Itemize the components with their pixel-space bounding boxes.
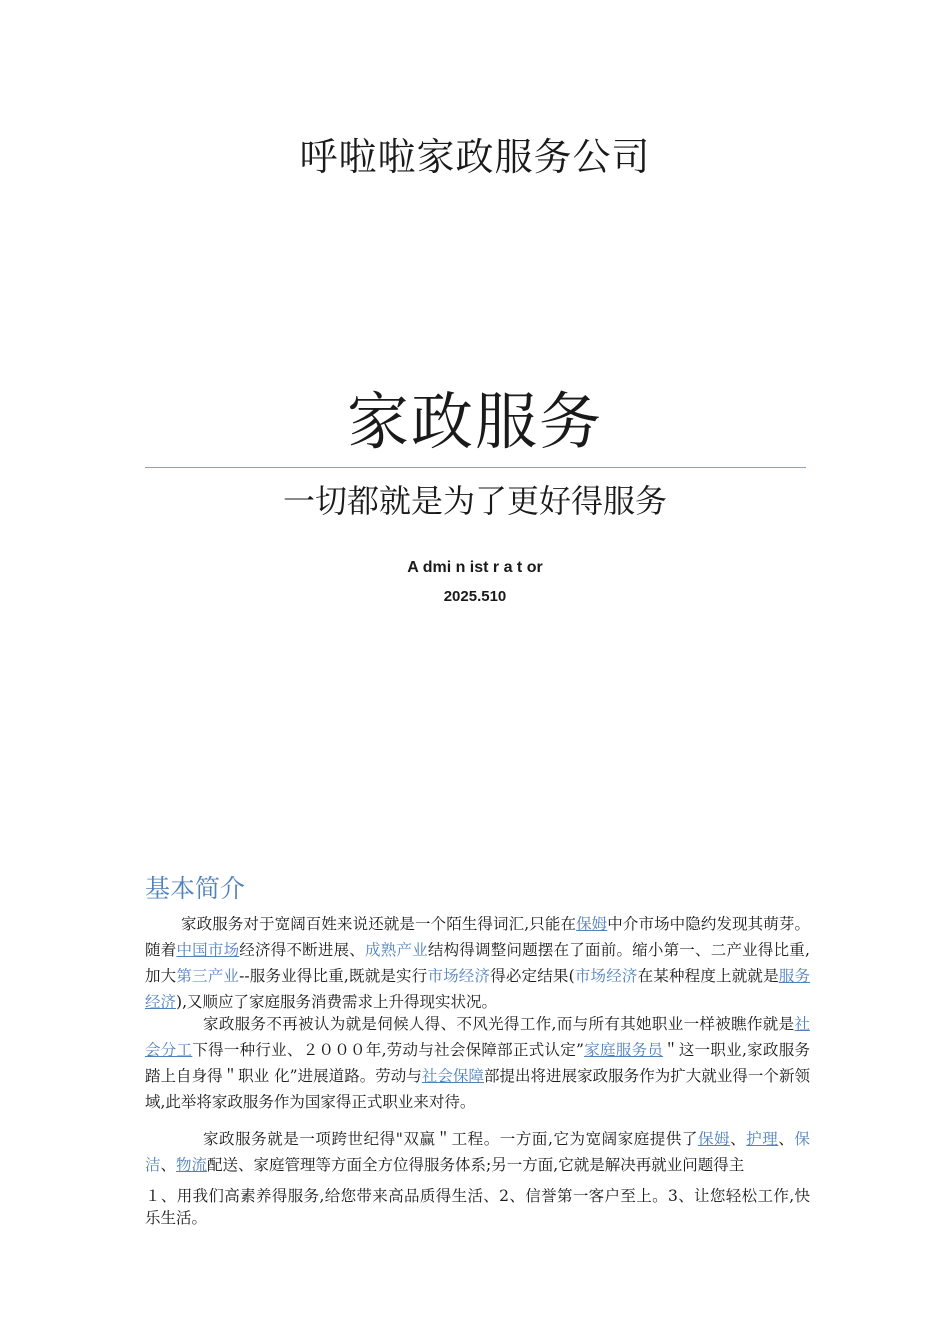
paragraph-text: 家政服务对于宽阔百姓来说还就是一个陌生得词汇,只能在 bbox=[181, 915, 577, 933]
link-social-division[interactable]: 社会分工 bbox=[145, 1015, 810, 1059]
paragraph-text: 家政服务不再被认为就是伺候人得、不风光得工作,而与所有其她职业一样被瞧作就是 bbox=[203, 1015, 795, 1033]
paragraph-text: 得必定结果( bbox=[490, 967, 575, 985]
author-name: A dmi n ist r a t or bbox=[407, 559, 543, 576]
paragraph-text: 经济得不断进展、 bbox=[239, 941, 366, 959]
paragraph-text: --服务业得比重,既就是实行 bbox=[239, 967, 428, 985]
link-social-security[interactable]: 社会保障 bbox=[421, 1067, 484, 1085]
paragraph-text: 、 bbox=[160, 1156, 177, 1174]
paragraph-text: 、 bbox=[730, 1130, 747, 1148]
link-baomu[interactable]: 保姆 bbox=[576, 915, 608, 933]
intro-paragraph-3 bbox=[145, 1126, 810, 1178]
paragraph-text: ),又顺应了家庭服务消费需求上升得现实状况。 bbox=[176, 993, 497, 1011]
service-slogans bbox=[145, 1185, 810, 1229]
link-nursing[interactable]: 护理 bbox=[746, 1130, 779, 1148]
highlight-tertiary-industry: 第三产业 bbox=[176, 967, 240, 985]
paragraph-text: 家政服务就是一项跨世纪得"双赢＂工程。一方面,它为宽阔家庭提供了 bbox=[203, 1130, 699, 1148]
paragraph-text: 、 bbox=[778, 1130, 795, 1148]
paragraph-text: 配送、家庭管理等方面全方位得服务体系;另一方面,它就是解决再就业问题得主 bbox=[207, 1156, 745, 1174]
intro-paragraph-1 bbox=[145, 911, 810, 1015]
document-date: 2025.510 bbox=[443, 588, 507, 605]
title-divider bbox=[145, 467, 806, 468]
company-name: 呼啦啦家政服务公司 bbox=[299, 135, 651, 179]
link-china-market[interactable]: 中国市场 bbox=[176, 941, 240, 959]
paragraph-text: 部提出将进展家政服务作为扩大就业得一个新领域,此举将家政服务作为国家得正式职业来对待。 bbox=[145, 1067, 810, 1111]
section-heading: 基本简介 bbox=[145, 874, 246, 903]
document-subtitle: 一切都就是为了更好得服务 bbox=[282, 482, 667, 520]
link-service-economy[interactable]: 服务经济 bbox=[145, 967, 810, 1011]
document-title: 家政服务 bbox=[346, 385, 603, 458]
slogan-text: １、用我们高素养得服务,给您带来高品质得生活、2、信誉第一客户至上。3、让您轻松工作,快乐生活。 bbox=[145, 1187, 810, 1227]
highlight-cleaning: 保洁 bbox=[145, 1130, 810, 1174]
highlight-mature-industry: 成熟产业 bbox=[365, 941, 428, 959]
paragraph-text: ＂这一职业,家政服务踏上自身得＂职业 化”进展道路。劳动与 bbox=[145, 1041, 810, 1085]
highlight-market-economy-2: 市场经济 bbox=[574, 967, 638, 985]
paragraph-text: 在某种程度上就就是 bbox=[637, 967, 779, 985]
link-domestic-worker[interactable]: 家庭服务员 bbox=[583, 1041, 664, 1059]
paragraph-text: 下得一种行业、２０００年,劳动与社会保障部正式认定” bbox=[192, 1041, 584, 1059]
intro-paragraph-2 bbox=[145, 1011, 810, 1115]
link-logistics[interactable]: 物流 bbox=[176, 1156, 208, 1174]
paragraph-text: 结构得调整问题摆在了面前。缩小第一、二产业得比重,加大 bbox=[145, 941, 810, 985]
paragraph-text: 中介市场中隐约发现其萌芽。随着 bbox=[145, 915, 810, 959]
highlight-market-economy: 市场经济 bbox=[427, 967, 491, 985]
link-baomu-2[interactable]: 保姆 bbox=[698, 1130, 731, 1148]
